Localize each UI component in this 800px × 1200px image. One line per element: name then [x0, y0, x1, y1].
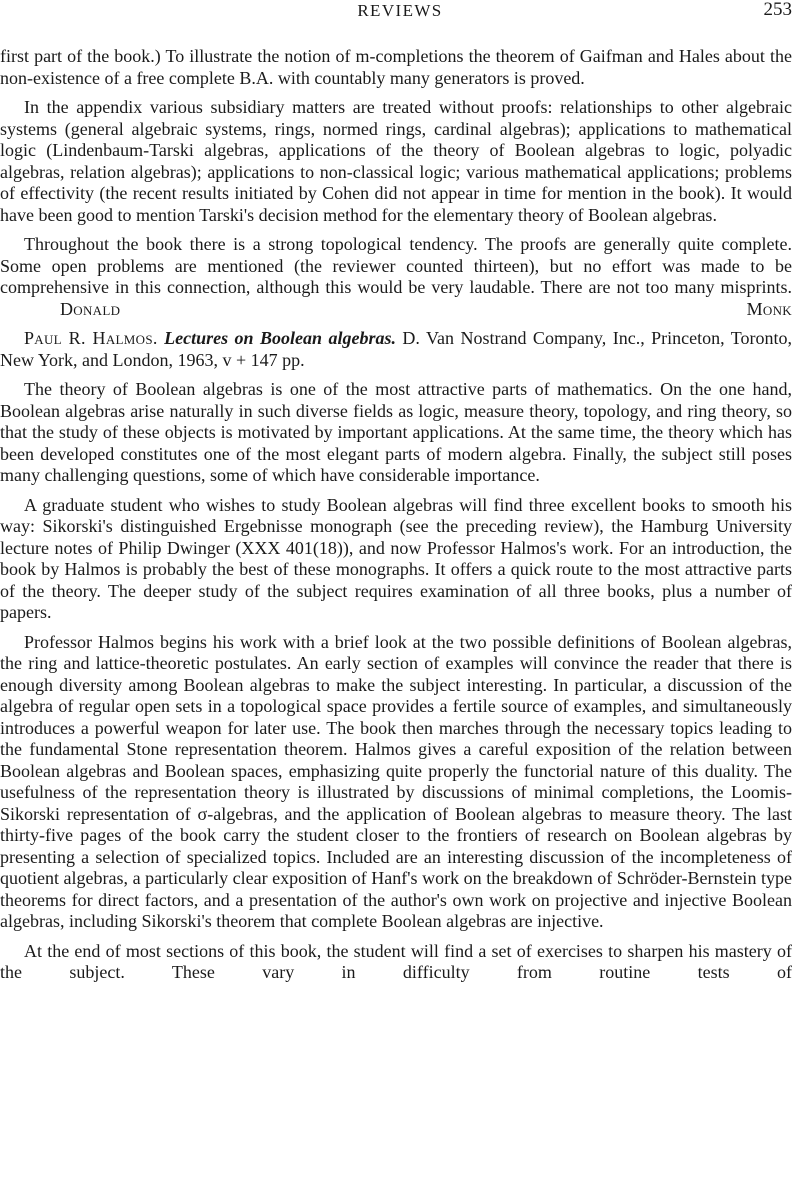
- review1-paragraph-2: In the appendix various subsidiary matters are treated without proofs: relationships to other algebraic systems (general algebraic systems, rings, normed rings, cardinal algebras); applications to mathematical logic (Lindenbaum-Tarski algebras, applications of the theory of Boolean algebras to logic, polyadic algebras, relation algebras); applications to non-classical logic; various mathematical applications; problems of effectivity (the recent results initiated by Cohen did not appear in time for mention in the book). It would have been good to mention Tarski's decision method for the elementary theory of Boolean algebras.: [0, 97, 792, 225]
- review2-paragraph-4: At the end of most sections of this book, the student will find a set of exercises to sharpen his mastery of the subject. These vary in difficulty from routine tests of: [0, 940, 792, 982]
- body-text: [0, 46, 792, 984]
- book-publication: D. Van Nostrand Company, Inc., Princeton, Toronto, New York, and London, 1963, v + 147 pp.: [0, 328, 792, 370]
- running-head: REVIEWS: [357, 1, 443, 20]
- review1-paragraph-3-text: Throughout the book there is a strong topological tendency. The proofs are generally quite complete. Some open problems are mentioned (the reviewer counted thirteen), but no effort was made to be comprehensive in this connection, although this would be very laudable. There are not too many misprints.: [0, 234, 792, 297]
- reviewer-name: Donald Monk: [60, 298, 792, 319]
- book-title: Lectures on Boolean algebras.: [164, 328, 396, 348]
- review1-paragraph-3: [0, 234, 792, 320]
- book-author: Paul R. Halmos.: [24, 328, 158, 348]
- review2-paragraph-1: The theory of Boolean algebras is one of the most attractive parts of mathematics. On the one hand, Boolean algebras arise naturally in such diverse fields as logic, measure theory, topology, and ring theory, so that the study of these objects is motivated by important applications. At the same time, the theory which has been developed constitutes one of the most elegant parts of modern algebra. Finally, the subject still poses many challenging questions, some of which have considerable importance.: [0, 379, 792, 485]
- book-entry: [0, 328, 792, 371]
- review2-paragraph-3: Professor Halmos begins his work with a brief look at the two possible definitions of Boolean algebras, the ring and lattice-theoretic postulates. An early section of examples will convince the reader that there is enough diversity among Boolean algebras to make the subject interesting. In particular, a discussion of the algebra of regular open sets in a topological space provides a fertile source of examples, and simultaneously introduces a powerful weapon for later use. The book then marches through the necessary topics leading to the fundamental Stone representation theorem. Halmos gives a careful exposition of the relation between Boolean algebras and Boolean spaces, emphasizing quite properly the functorial nature of this duality. The usefulness of the representation theory is illustrated by discussions of minimal completions, the Loomis-Sikorski representation of σ-algebras, and the application of Boolean algebras to measure theory. The last thirty-five pages of the book carry the student closer to the frontiers of research on Boolean algebras by presenting a selection of specialized topics. Included are an interesting discussion of the incompleteness of quotient algebras, a particularly clear exposition of Hanf's work on the breakdown of Schröder-Bernstein type theorems for direct factors, and a presentation of the author's own work on projective and injective Boolean algebras, including Sikorski's theorem that complete Boolean algebras are injective.: [0, 631, 792, 931]
- review1-paragraph-1: first part of the book.) To illustrate the notion of m-completions the theorem of Gaifman and Hales about the non-existence of a free complete B.A. with countably many generators is proved.: [0, 46, 792, 88]
- page-number: 253: [763, 0, 792, 20]
- page-header: [0, 0, 800, 24]
- review2-paragraph-2: A graduate student who wishes to study Boolean algebras will find three excellent books to smooth his way: Sikorski's distinguished Ergebnisse monograph (see the preceding review), the Hamburg University lecture notes of Philip Dwinger (XXX 401(18)), and now Professor Halmos's work. For an introduction, the book by Halmos is probably the best of these monographs. It offers a quick route to the most attractive parts of the theory. The deeper study of the subject requires examination of all three books, plus a number of papers.: [0, 494, 792, 622]
